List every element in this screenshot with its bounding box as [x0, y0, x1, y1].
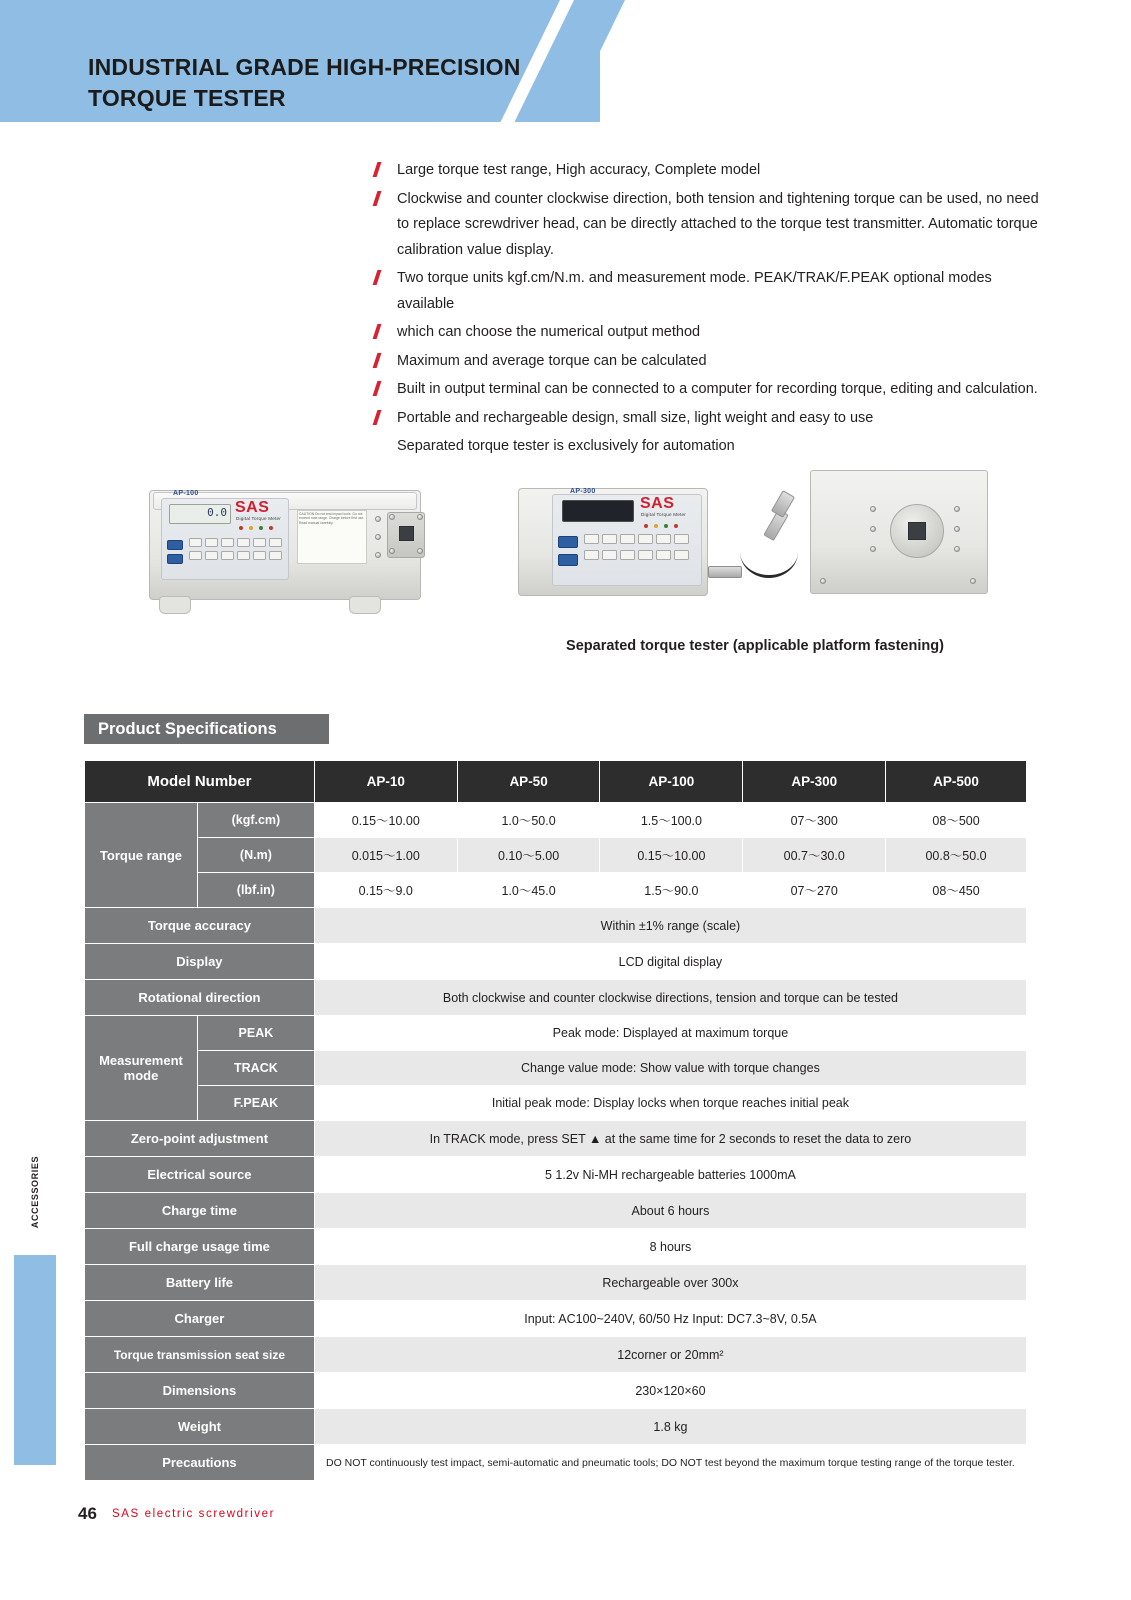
cell-value: 0.10～5.00	[457, 838, 600, 873]
table-row	[85, 1051, 1027, 1086]
lcd-display	[169, 504, 231, 524]
screw-icon	[389, 548, 395, 554]
product-photo-ap100	[143, 468, 431, 616]
lcd-value: 0.0	[207, 506, 227, 519]
row-label-unit-lbfin: (lbf.in)	[197, 873, 314, 908]
mounting-hole-icon	[820, 578, 826, 584]
specifications-table	[84, 760, 1027, 1481]
page-number: 46	[78, 1504, 97, 1523]
table-row	[85, 1373, 1027, 1409]
row-label-mode-peak: PEAK	[197, 1016, 314, 1051]
cell-value: 1.0～50.0	[457, 803, 600, 838]
row-label-zero-point-adjustment: Zero-point adjustment	[85, 1121, 315, 1157]
device-button	[584, 534, 599, 544]
row-label-mode-track: TRACK	[197, 1051, 314, 1086]
status-led	[644, 524, 648, 528]
device-button	[189, 551, 202, 560]
cell-value: In TRACK mode, press SET ▲ at the same time for 2 seconds to reset the data to zero	[314, 1121, 1026, 1157]
list-item	[375, 349, 1045, 375]
list-item	[375, 266, 1045, 317]
device-button	[237, 551, 250, 560]
table-row	[85, 944, 1027, 980]
screw-icon	[954, 506, 960, 512]
cell-value: 0.15～9.0	[314, 873, 457, 908]
header-model-ap500: AP-500	[886, 761, 1027, 803]
cell-value: 1.0～45.0	[457, 873, 600, 908]
device-model-label: AP-300	[570, 488, 596, 495]
table-row	[85, 1337, 1027, 1373]
table-row	[85, 980, 1027, 1016]
brand-tagline: Digital Torque Meter	[236, 516, 282, 521]
row-label-charge-time: Charge time	[85, 1193, 315, 1229]
status-led	[239, 526, 243, 530]
list-item-label: Two torque units kgf.cm/N.m. and measurement mode. PEAK/TRAK/F.PEAK optional modes available	[397, 270, 992, 312]
cell-value: 07～300	[743, 803, 886, 838]
device-button	[674, 534, 689, 544]
row-label-electrical-source: Electrical source	[85, 1157, 315, 1193]
warning-sticker-text: CAUTION Do not test impact tools. Do not exceed max range. Charge before first use. Read manual carefully.	[299, 512, 365, 525]
device-button	[269, 551, 282, 560]
table-row	[85, 1016, 1027, 1051]
row-label-torque-accuracy: Torque accuracy	[85, 908, 315, 944]
cell-value: 5 1.2v Ni-MH rechargeable batteries 1000mA	[314, 1157, 1026, 1193]
status-led	[269, 526, 273, 530]
cell-value: Within ±1% range (scale)	[314, 908, 1026, 944]
status-led	[674, 524, 678, 528]
cell-value: LCD digital display	[314, 944, 1026, 980]
table-row	[85, 1121, 1027, 1157]
header-model-ap50: AP-50	[457, 761, 600, 803]
page-title	[88, 52, 568, 114]
feature-list	[375, 158, 1045, 463]
table-row	[85, 803, 1027, 838]
list-item-label: Separated torque tester is exclusively for automation	[397, 438, 735, 454]
status-led	[259, 526, 263, 530]
cell-value: Initial peak mode: Display locks when torque reaches initial peak	[314, 1086, 1026, 1121]
device-button	[269, 538, 282, 547]
cell-value: Input: AC100~240V, 60/50 Hz Input: DC7.3~8V, 0.5A	[314, 1301, 1026, 1337]
table-row	[85, 1409, 1027, 1445]
cell-value: Change value mode: Show value with torque changes	[314, 1051, 1026, 1086]
device-button	[558, 554, 578, 566]
device-button	[584, 550, 599, 560]
list-item-label: Large torque test range, High accuracy, Complete model	[397, 162, 761, 178]
table-row	[85, 1445, 1027, 1481]
cell-value: About 6 hours	[314, 1193, 1026, 1229]
screw-icon	[417, 514, 423, 520]
cable-connector	[708, 566, 742, 578]
slash-bullet-icon	[375, 381, 385, 396]
list-item	[375, 406, 1045, 432]
device-button	[253, 551, 266, 560]
list-item-label: Portable and rechargeable design, small size, light weight and easy to use	[397, 409, 874, 426]
status-led	[249, 526, 253, 530]
device-button	[167, 554, 183, 564]
row-label-full-charge-usage-time: Full charge usage time	[85, 1229, 315, 1265]
table-row	[85, 1229, 1027, 1265]
cell-value: 00.7～30.0	[743, 838, 886, 873]
product-photo-ap300	[518, 470, 988, 615]
screw-icon	[389, 514, 395, 520]
table-row	[85, 908, 1027, 944]
list-item-label: Maximum and average torque can be calculated	[397, 352, 707, 369]
status-led	[664, 524, 668, 528]
photo-caption: Separated torque tester (applicable platform fastening)	[566, 638, 944, 654]
row-label-rotational-direction: Rotational direction	[85, 980, 315, 1016]
slash-bullet-icon	[375, 353, 385, 368]
slash-bullet-icon	[375, 191, 385, 206]
list-item	[375, 158, 1045, 184]
device-button	[674, 550, 689, 560]
device-button	[620, 550, 635, 560]
device-button	[167, 540, 183, 550]
side-tab-label: ACCESSORIES	[30, 1155, 40, 1229]
device-button	[602, 534, 617, 544]
device-button	[237, 538, 250, 547]
screw-icon	[375, 516, 381, 522]
section-title: Product Specifications	[84, 714, 329, 744]
screw-icon	[954, 546, 960, 552]
table-row	[85, 838, 1027, 873]
cell-value: 230×120×60	[314, 1373, 1026, 1409]
screw-icon	[870, 506, 876, 512]
row-label-display: Display	[85, 944, 315, 980]
row-label-measurement-mode: Measurement mode	[85, 1016, 198, 1121]
device-foot	[349, 596, 381, 614]
screw-icon	[417, 548, 423, 554]
device-button	[205, 538, 218, 547]
row-label-battery-life: Battery life	[85, 1265, 315, 1301]
cell-value: 12corner or 20mm²	[314, 1337, 1026, 1373]
slash-bullet-icon	[375, 324, 385, 339]
table-row	[85, 1301, 1027, 1337]
cell-value: 08～500	[886, 803, 1027, 838]
footer-text: SAS electric screwdriver	[112, 1508, 276, 1520]
device-button	[253, 538, 266, 547]
header-model-ap10: AP-10	[314, 761, 457, 803]
row-label-unit-nm: (N.m)	[197, 838, 314, 873]
cell-value: 0.15～10.00	[314, 803, 457, 838]
page-title-line1: INDUSTRIAL GRADE HIGH-PRECISION	[88, 54, 521, 80]
cell-value: 8 hours	[314, 1229, 1026, 1265]
brand-tagline: Digital Torque Meter	[641, 512, 687, 517]
status-led	[654, 524, 658, 528]
device-button	[558, 536, 578, 548]
list-item	[375, 434, 1045, 460]
device-button	[656, 534, 671, 544]
device-button	[205, 551, 218, 560]
slash-bullet-icon	[375, 410, 385, 425]
list-item-label: which can choose the numerical output method	[397, 324, 701, 340]
cell-value: 07～270	[743, 873, 886, 908]
brand-logo: SAS	[235, 499, 270, 516]
row-label-torque-range: Torque range	[85, 803, 198, 908]
header-model-ap100: AP-100	[600, 761, 743, 803]
screw-icon	[870, 526, 876, 532]
list-item	[375, 320, 1045, 346]
row-label-mode-fpeak: F.PEAK	[197, 1086, 314, 1121]
screw-icon	[375, 552, 381, 558]
table-row	[85, 1193, 1027, 1229]
cell-value: 00.8～50.0	[886, 838, 1027, 873]
slash-bullet-icon	[375, 162, 385, 177]
device-button	[221, 538, 234, 547]
cell-value: 0.15～10.00	[600, 838, 743, 873]
screw-icon	[870, 546, 876, 552]
cell-value: 0.015～1.00	[314, 838, 457, 873]
row-label-precautions: Precautions	[85, 1445, 315, 1481]
cell-value: DO NOT continuously test impact, semi-automatic and pneumatic tools; DO NOT test beyond the maximum torque testing range of the torque tester.	[314, 1445, 1026, 1481]
row-label-unit-kgfcm: (kgf.cm)	[197, 803, 314, 838]
cell-value: Peak mode: Displayed at maximum torque	[314, 1016, 1026, 1051]
header-model-number: Model Number	[85, 761, 315, 803]
cell-value: 1.5～100.0	[600, 803, 743, 838]
device-button	[221, 551, 234, 560]
lcd-display	[562, 500, 634, 522]
device-button	[620, 534, 635, 544]
table-row	[85, 1086, 1027, 1121]
brand-logo: SAS	[640, 495, 675, 512]
cell-value: 1.8 kg	[314, 1409, 1026, 1445]
mounting-hole-icon	[970, 578, 976, 584]
list-item	[375, 377, 1045, 403]
chuck-socket	[908, 522, 926, 540]
row-label-torque-transmission-seat-size: Torque transmission seat size	[85, 1337, 315, 1373]
list-item-label: Clockwise and counter clockwise direction, both tension and tightening torque can be used, no need to replace screwdriver head, can be directly attached to the torque test transmitter. Automatic torque calibration value display.	[397, 190, 1039, 258]
header-model-ap300: AP-300	[743, 761, 886, 803]
list-item	[375, 187, 1045, 264]
device-button	[656, 550, 671, 560]
cell-value: 08～450	[886, 873, 1027, 908]
screw-icon	[375, 534, 381, 540]
page-title-line2: TORQUE TESTER	[88, 85, 286, 111]
cell-value: Both clockwise and counter clockwise directions, tension and torque can be tested	[314, 980, 1026, 1016]
slash-bullet-icon	[375, 270, 385, 285]
device-foot	[159, 596, 191, 614]
device-button	[638, 550, 653, 560]
table-row	[85, 1265, 1027, 1301]
chuck-socket	[399, 526, 414, 541]
device-button	[602, 550, 617, 560]
row-label-weight: Weight	[85, 1409, 315, 1445]
cell-value: Rechargeable over 300x	[314, 1265, 1026, 1301]
table-header-row	[85, 761, 1027, 803]
table-row	[85, 873, 1027, 908]
table-row	[85, 1157, 1027, 1193]
row-label-charger: Charger	[85, 1301, 315, 1337]
cell-value: 1.5～90.0	[600, 873, 743, 908]
device-button	[638, 534, 653, 544]
device-button	[189, 538, 202, 547]
row-label-dimensions: Dimensions	[85, 1373, 315, 1409]
device-model-label: AP-100	[173, 490, 199, 497]
list-item-label: Built in output terminal can be connected to a computer for recording torque, editing and calculation.	[397, 381, 1038, 397]
screw-icon	[954, 526, 960, 532]
